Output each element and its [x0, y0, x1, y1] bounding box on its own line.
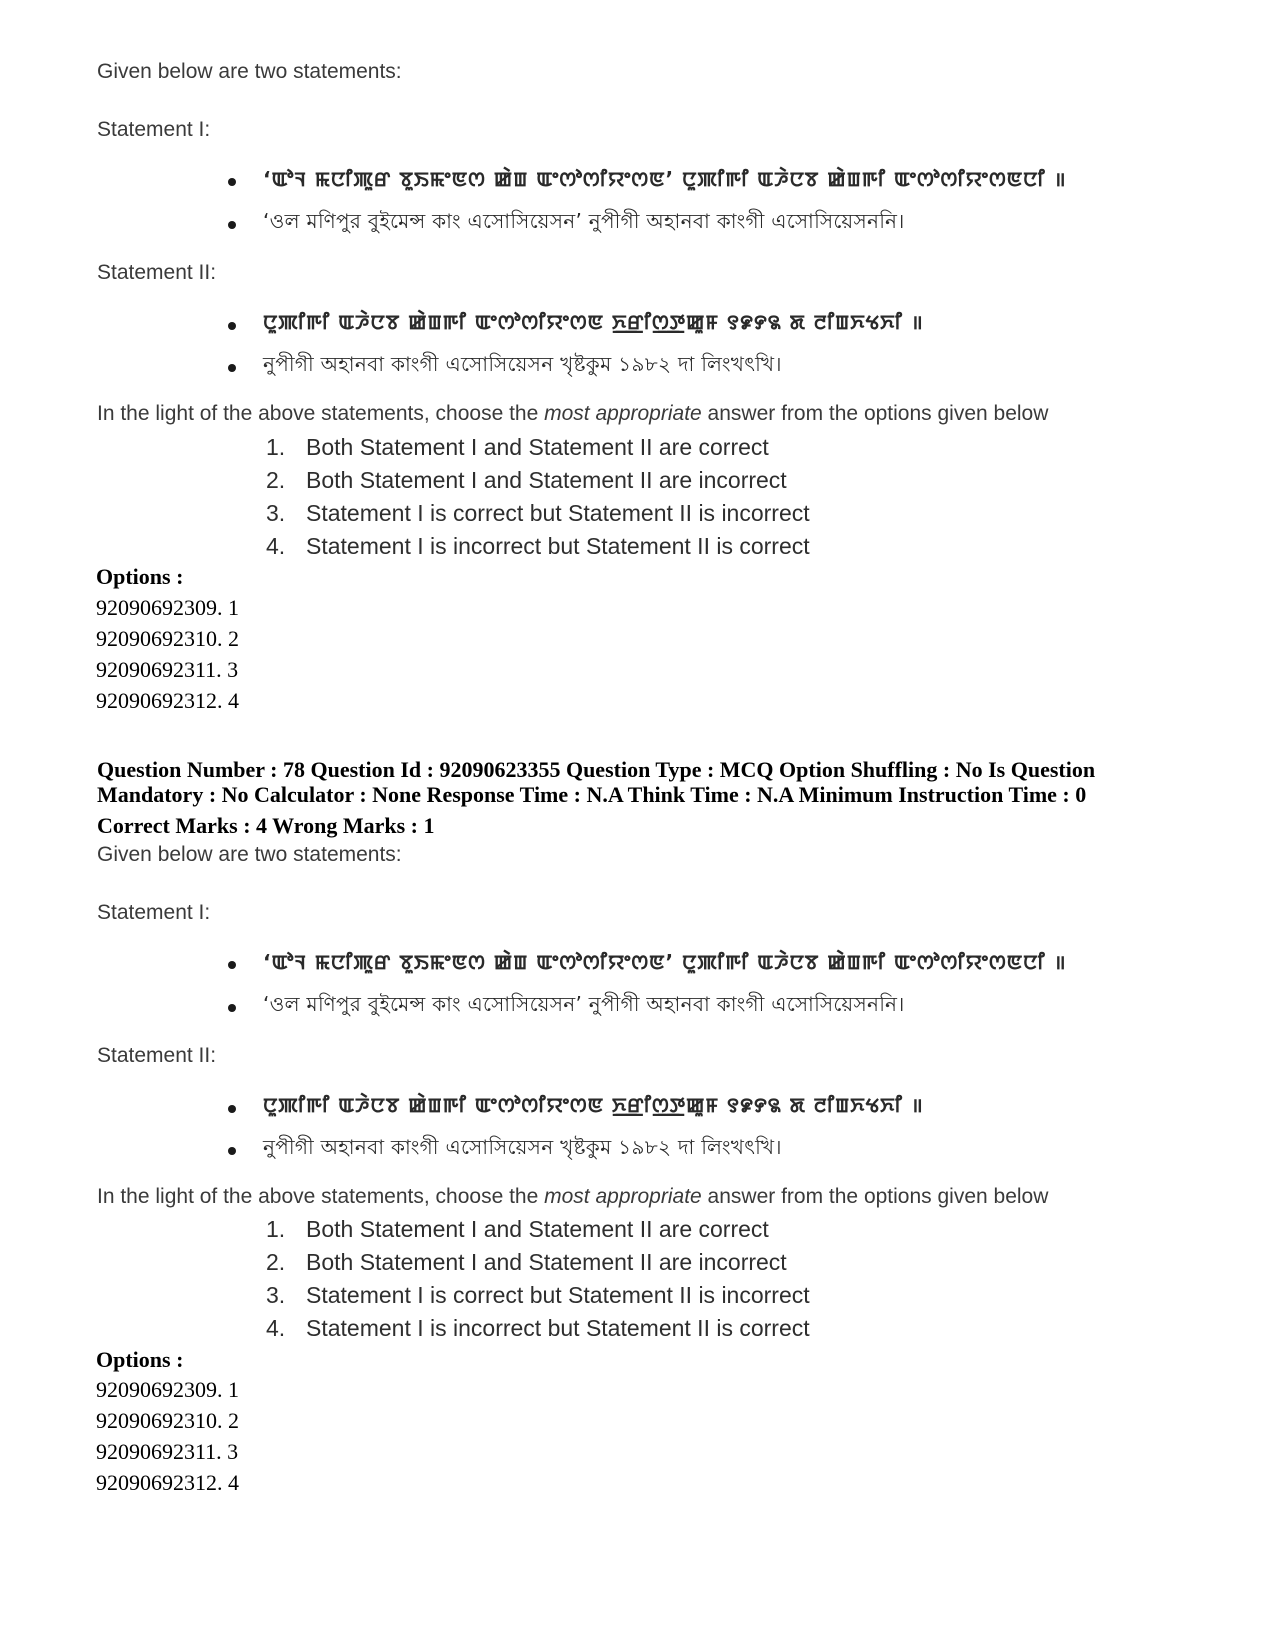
option-id: 92090692311. 3	[96, 1439, 239, 1464]
choice-number: 3.	[266, 500, 286, 526]
intro-text: Given below are two statements:	[97, 843, 402, 866]
choice-number: 2.	[266, 1249, 286, 1275]
question-header-line-2: Mandatory : No Calculator : None Response Time : N.A Think Time : N.A Minimum Instruction Time : 0	[97, 782, 1087, 807]
statement-2-bengali: নুপীগী অহানবা কাংগী এসোসিয়েসন খৃষ্টকুম ১৯৮২ দা লিংখৎখি।	[263, 1135, 782, 1159]
option-id: 92090692312. 4	[96, 1470, 239, 1495]
statement-2-label: Statement II:	[97, 1044, 217, 1067]
choice-text: Both Statement I and Statement II are correct	[306, 1216, 769, 1242]
statement-2-meitei: ꯅꯨꯄꯤꯒꯤ ꯑꯍꯥꯅꯕ ꯀꯥꯡꯒꯤ ꯑꯦꯁꯣꯁꯤꯌꯦꯁꯟ ꯈ꯭ꯔꯤꯁ꯭ꯇꯀꯨꯝ ꯱꯹꯸꯲ ꯗ ꯂꯤꯡꯈꯠꯈꯤ ॥	[263, 310, 924, 334]
instruction-italic: most appropriate	[544, 1185, 702, 1208]
statement-2-meitei: ꯅꯨꯄꯤꯒꯤ ꯑꯍꯥꯅꯕ ꯀꯥꯡꯒꯤ ꯑꯦꯁꯣꯁꯤꯌꯦꯁꯟ ꯈ꯭ꯔꯤꯁ꯭ꯇꯀꯨꯝ ꯱꯹꯸꯲ ꯗ ꯂꯤꯡꯈꯠꯈꯤ ॥	[263, 1093, 924, 1117]
option-id: 92090692309. 1	[96, 595, 239, 620]
bullet-icon	[228, 221, 236, 229]
bullet-icon	[228, 178, 236, 186]
option-id: 92090692311. 3	[96, 657, 239, 682]
statement-1-label: Statement I:	[97, 118, 211, 141]
bullet-icon	[228, 364, 236, 372]
statement-1-bengali: ‘ওল মণিপুর বুইমেন্স কাং এসোসিয়েসন’ নুপীগী অহানবা কাংগী এসোসিয়েসননি।	[263, 209, 905, 233]
options-label: Options :	[96, 564, 184, 589]
choice-text: Both Statement I and Statement II are incorrect	[306, 467, 787, 493]
bullet-icon	[228, 1004, 236, 1012]
bullet-icon	[228, 961, 236, 969]
choice-number: 1.	[266, 1216, 286, 1242]
statement-1-meitei: ‘ꯑꯣꯜ ꯃꯅꯤꯄꯨꯔ ꯕꯨꯏꯃꯦꯟꯁ ꯀꯥꯡ ꯑꯦꯁꯣꯁꯤꯌꯦꯁꯟ’ ꯅꯨꯄꯤꯒꯤ ꯑꯍꯥꯅꯕ ꯀꯥꯡꯒꯤ ꯑꯦꯁꯣꯁꯤꯌꯦꯁꯟꯅꯤ ॥	[263, 167, 1067, 191]
choice-number: 4.	[266, 1315, 286, 1341]
options-label: Options :	[96, 1347, 184, 1372]
choice-text: Statement I is incorrect but Statement II is correct	[306, 1315, 810, 1341]
instruction-text	[97, 402, 1048, 426]
instruction-italic: most appropriate	[544, 402, 702, 425]
choice-number: 4.	[266, 533, 286, 559]
choice-number: 1.	[266, 434, 286, 460]
statement-2-label: Statement II:	[97, 261, 217, 284]
option-id: 92090692310. 2	[96, 626, 239, 651]
choice-number: 2.	[266, 467, 286, 493]
statement-1-meitei: ‘ꯑꯣꯜ ꯃꯅꯤꯄꯨꯔ ꯕꯨꯏꯃꯦꯟꯁ ꯀꯥꯡ ꯑꯦꯁꯣꯁꯤꯌꯦꯁꯟ’ ꯅꯨꯄꯤꯒꯤ ꯑꯍꯥꯅꯕ ꯀꯥꯡꯒꯤ ꯑꯦꯁꯣꯁꯤꯌꯦꯁꯟꯅꯤ ॥	[263, 950, 1067, 974]
statement-1-bengali: ‘ওল মণিপুর বুইমেন্স কাং এসোসিয়েসন’ নুপীগী অহানবা কাংগী এসোসিয়েসননি।	[263, 992, 905, 1016]
instruction-post: answer from the options given below	[701, 1185, 1049, 1208]
option-id: 92090692312. 4	[96, 688, 239, 713]
statement-1-label: Statement I:	[97, 901, 211, 924]
bullet-icon	[228, 1147, 236, 1155]
instruction-text	[97, 1185, 1048, 1209]
option-id: 92090692309. 1	[96, 1377, 239, 1402]
question-marks: Correct Marks : 4 Wrong Marks : 1	[97, 813, 435, 838]
bullet-icon	[228, 322, 236, 330]
question-header-line-1: Question Number : 78 Question Id : 92090623355 Question Type : MCQ Option Shuffling : No Is Question	[97, 757, 1096, 782]
choice-text: Statement I is correct but Statement II is incorrect	[306, 1282, 810, 1308]
intro-text: Given below are two statements:	[97, 60, 402, 83]
choice-text: Statement I is correct but Statement II is incorrect	[306, 500, 810, 526]
choice-text: Both Statement I and Statement II are correct	[306, 434, 769, 460]
instruction-pre: In the light of the above statements, choose the	[97, 1185, 545, 1208]
bullet-icon	[228, 1105, 236, 1113]
choice-text: Both Statement I and Statement II are incorrect	[306, 1249, 787, 1275]
instruction-pre: In the light of the above statements, choose the	[97, 402, 545, 425]
choice-text: Statement I is incorrect but Statement II is correct	[306, 533, 810, 559]
choice-number: 3.	[266, 1282, 286, 1308]
statement-2-bengali: নুপীগী অহানবা কাংগী এসোসিয়েসন খৃষ্টকুম ১৯৮২ দা লিংখৎখি।	[263, 352, 782, 376]
instruction-post: answer from the options given below	[701, 402, 1049, 425]
option-id: 92090692310. 2	[96, 1408, 239, 1433]
